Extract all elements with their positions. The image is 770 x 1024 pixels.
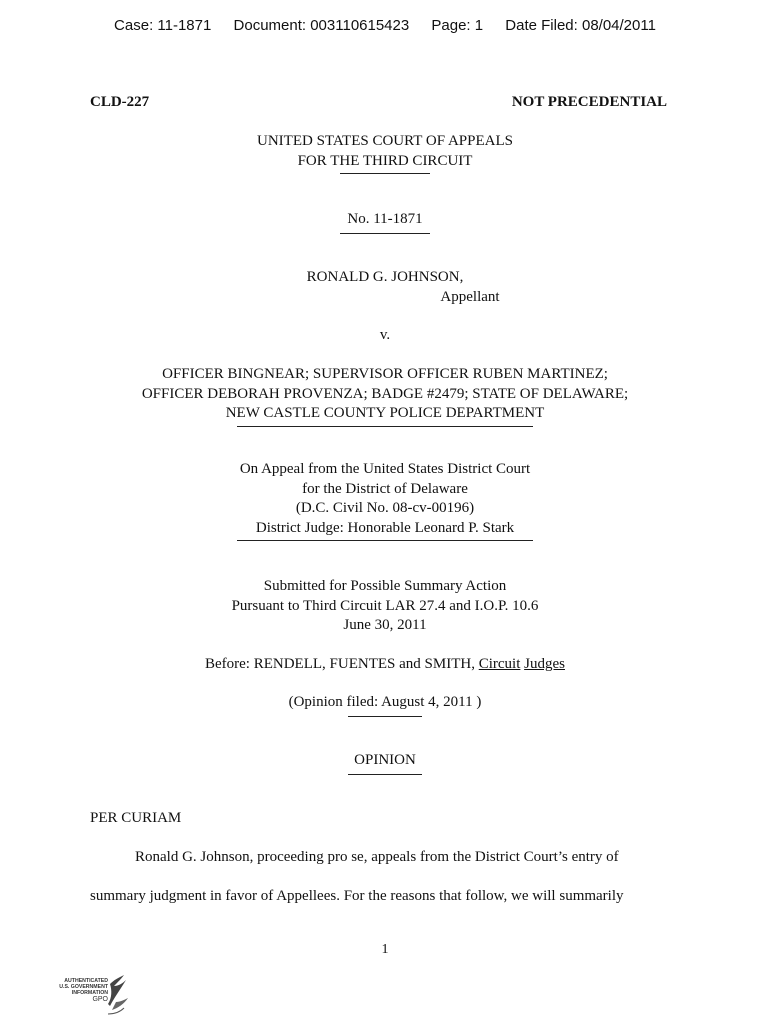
submitted-line-2: Pursuant to Third Circuit LAR 27.4 and I.O.P. 10.6	[231, 597, 539, 614]
eagle-icon	[42, 972, 132, 1020]
before-judges-prefix: Before: RENDELL, FUENTES and SMITH,	[205, 656, 479, 672]
before-line	[0, 655, 770, 675]
date-filed-header: Date Filed: 08/04/2011	[505, 17, 656, 34]
versus: v.	[379, 327, 391, 343]
opinion-heading-block	[0, 751, 770, 775]
appellees-block	[0, 365, 770, 427]
opinion-filed-block	[0, 693, 770, 717]
divider	[348, 716, 422, 717]
opinion-filed: (Opinion filed: August 4, 2011 )	[288, 694, 482, 710]
opinion-heading: OPINION	[354, 752, 416, 768]
gpo-logo-line-1: AUTHENTICATED	[64, 978, 108, 984]
gpo-logo-line-2: U.S. GOVERNMENT	[59, 984, 108, 991]
appeal-line-4: District Judge: Honorable Leonard P. Stark	[255, 519, 515, 536]
appeal-line-3: (D.C. Civil No. 08-cv-00196)	[295, 500, 475, 516]
appellees-line-1: OFFICER BINGNEAR; SUPERVISOR OFFICER RUBEN MARTINEZ;	[162, 366, 608, 382]
before-judges: Judges	[524, 656, 565, 672]
case-number: No. 11-1871	[347, 211, 423, 227]
appellees-line-2: OFFICER DEBORAH PROVENZA; BADGE #2479; STATE OF DELAWARE;	[141, 385, 629, 402]
gpo-authentication-logo	[42, 972, 132, 1020]
gpo-logo-line-3: INFORMATION	[71, 990, 108, 997]
court-line-1: UNITED STATES COURT OF APPEALS	[257, 133, 513, 149]
divider	[340, 173, 430, 174]
gpo-logo-mark: GPO	[92, 995, 108, 1003]
court-name	[0, 132, 770, 174]
submitted-line-1: Submitted for Possible Summary Action	[263, 578, 507, 594]
divider	[237, 426, 533, 427]
appellant-block	[0, 268, 770, 307]
body-line-1: Ronald G. Johnson, proceeding pro se, appeals from the District Court’s entry of	[135, 849, 619, 865]
page-number: 1	[381, 942, 389, 957]
case-number-block	[0, 210, 770, 234]
before-circuit: Circuit	[478, 656, 521, 672]
body-line-2: summary judgment in favor of Appellees. For the reasons that follow, we will summarily	[90, 888, 624, 904]
divider	[348, 774, 422, 775]
filing-header	[0, 17, 770, 34]
page-header: Page: 1	[431, 17, 484, 34]
document-number-header: Document: 003110615423	[233, 17, 410, 34]
divider	[237, 540, 533, 541]
doc-code: CLD-227	[90, 94, 150, 110]
appellees-line-3: NEW CASTLE COUNTY POLICE DEPARTMENT	[225, 405, 545, 421]
case-number-header: Case: 11-1871	[114, 17, 212, 34]
appellant-name: RONALD G. JOHNSON,	[306, 269, 464, 285]
appeal-block	[0, 460, 770, 541]
appellant-role: Appellant	[440, 288, 500, 305]
precedential-status: NOT PRECEDENTIAL	[511, 94, 667, 110]
submitted-line-3: June 30, 2011	[343, 617, 427, 633]
submitted-block	[0, 577, 770, 636]
court-line-2: FOR THE THIRD CIRCUIT	[297, 152, 473, 169]
appeal-line-1: On Appeal from the United States District Court	[239, 461, 531, 477]
divider	[340, 233, 430, 234]
per-curiam: PER CURIAM	[90, 810, 182, 826]
appeal-line-2: for the District of Delaware	[302, 480, 468, 497]
